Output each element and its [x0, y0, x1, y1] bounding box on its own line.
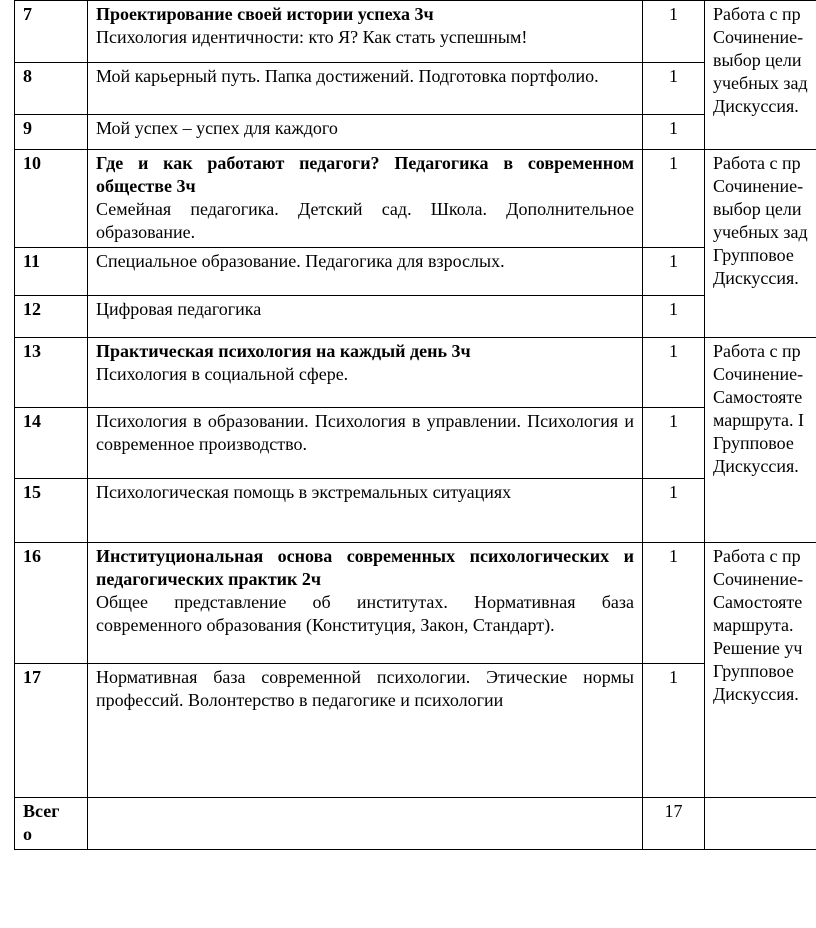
- hours-cell: 1: [643, 664, 705, 798]
- topic-cell: [88, 248, 643, 296]
- form-line: выбор цели: [713, 50, 802, 70]
- topic-cell: [88, 543, 643, 664]
- hours-cell: 1: [643, 115, 705, 150]
- form-line: Работа с пр: [713, 546, 801, 566]
- topic-text: Психология идентичности: кто Я? Как стать успешным!: [96, 27, 528, 47]
- topic-cell: [88, 150, 643, 248]
- hours-cell: 1: [643, 150, 705, 248]
- form-line: Самостояте: [713, 592, 803, 612]
- total-hours: 17: [643, 798, 705, 850]
- form-line: учебных зад: [713, 222, 808, 242]
- row-number: 13: [15, 338, 88, 408]
- form-line: Сочинение-: [713, 176, 804, 196]
- row-number: 14: [15, 408, 88, 479]
- row-number: 10: [15, 150, 88, 248]
- forms-cell: [705, 1, 816, 150]
- form-line: маршрута.: [713, 615, 794, 635]
- row-number: 16: [15, 543, 88, 664]
- form-line: Сочинение-: [713, 569, 804, 589]
- topic-cell: [88, 408, 643, 479]
- topic-text: Общее представление об институтах. Нормативная база современного образования (Конституция, Закон, Стандарт).: [96, 592, 634, 635]
- form-line: Решение уч: [713, 638, 803, 658]
- form-line: Дискуссия.: [713, 96, 799, 116]
- form-line: Групповое: [713, 661, 794, 681]
- table-row: [15, 479, 816, 543]
- table-row: [15, 664, 816, 798]
- form-line: Сочинение-: [713, 27, 804, 47]
- row-number: 12: [15, 296, 88, 338]
- topic-text: Психология в образовании. Психология в управлении. Психология и современное производство.: [96, 411, 634, 454]
- forms-cell: [705, 338, 816, 543]
- form-line: Работа с пр: [713, 153, 801, 173]
- hours-cell: 1: [643, 479, 705, 543]
- topic-text: Специальное образование. Педагогика для взрослых.: [96, 251, 505, 271]
- row-number: 8: [15, 63, 88, 115]
- topic-cell: [88, 63, 643, 115]
- form-line: учебных зад: [713, 73, 808, 93]
- table-row: [15, 63, 816, 115]
- row-number: 15: [15, 479, 88, 543]
- forms-cell: [705, 543, 816, 798]
- table-row: [15, 115, 816, 150]
- curriculum-table: [14, 0, 816, 850]
- section-title: Практическая психология на каждый день 3ч: [96, 341, 471, 361]
- hours-cell: 1: [643, 543, 705, 664]
- hours-cell: 1: [643, 1, 705, 63]
- topic-text: Мой карьерный путь. Папка достижений. Подготовка портфолио.: [96, 66, 599, 86]
- hours-cell: 1: [643, 296, 705, 338]
- hours-cell: 1: [643, 248, 705, 296]
- row-number: 7: [15, 1, 88, 63]
- table-row: [15, 338, 816, 408]
- topic-cell: [88, 479, 643, 543]
- section-title: Где и как работают педагоги? Педагогика в современном обществе 3ч: [96, 153, 634, 196]
- form-line: выбор цели: [713, 199, 802, 219]
- total-label-line: о: [23, 824, 32, 844]
- forms-cell: [705, 150, 816, 338]
- row-number: 17: [15, 664, 88, 798]
- table-row: [15, 248, 816, 296]
- hours-cell: 1: [643, 63, 705, 115]
- topic-cell: [88, 1, 643, 63]
- form-line: Дискуссия.: [713, 684, 799, 704]
- table-row: [15, 150, 816, 248]
- total-topic-cell: [88, 798, 643, 850]
- topic-cell: [88, 115, 643, 150]
- form-line: Работа с пр: [713, 341, 801, 361]
- topic-text: Семейная педагогика. Детский сад. Школа. Дополнительное образование.: [96, 199, 634, 242]
- topic-text: Цифровая педагогика: [96, 299, 262, 319]
- form-line: Дискуссия.: [713, 456, 799, 476]
- hours-cell: 1: [643, 338, 705, 408]
- form-line: Дискуссия.: [713, 268, 799, 288]
- form-line: Групповое: [713, 433, 794, 453]
- hours-cell: 1: [643, 408, 705, 479]
- table-row: [15, 1, 816, 63]
- topic-cell: [88, 296, 643, 338]
- form-line: маршрута. I: [713, 410, 804, 430]
- form-line: Сочинение-: [713, 364, 804, 384]
- total-label: [15, 798, 88, 850]
- form-line: Самостояте: [713, 387, 803, 407]
- row-number: 9: [15, 115, 88, 150]
- form-line: Групповое: [713, 245, 794, 265]
- total-forms-cell: [705, 798, 816, 850]
- total-label-line: Всег: [23, 801, 60, 821]
- table-row: [15, 543, 816, 664]
- topic-text: Нормативная база современной психологии. Этические нормы профессий. Волонтерство в педагогике и психологии: [96, 667, 634, 710]
- topic-text: Мой успех – успех для каждого: [96, 118, 338, 138]
- topic-text: Психологическая помощь в экстремальных ситуациях: [96, 482, 512, 502]
- topic-cell: [88, 664, 643, 798]
- row-number: 11: [15, 248, 88, 296]
- form-line: Работа с пр: [713, 4, 801, 24]
- topic-text: Психология в социальной сфере.: [96, 364, 349, 384]
- section-title: Проектирование своей истории успеха 3ч: [96, 4, 434, 24]
- topic-cell: [88, 338, 643, 408]
- section-title: Институциональная основа современных психологических и педагогических практик 2ч: [96, 546, 634, 589]
- total-row: [15, 798, 816, 850]
- table-row: [15, 408, 816, 479]
- table-row: [15, 296, 816, 338]
